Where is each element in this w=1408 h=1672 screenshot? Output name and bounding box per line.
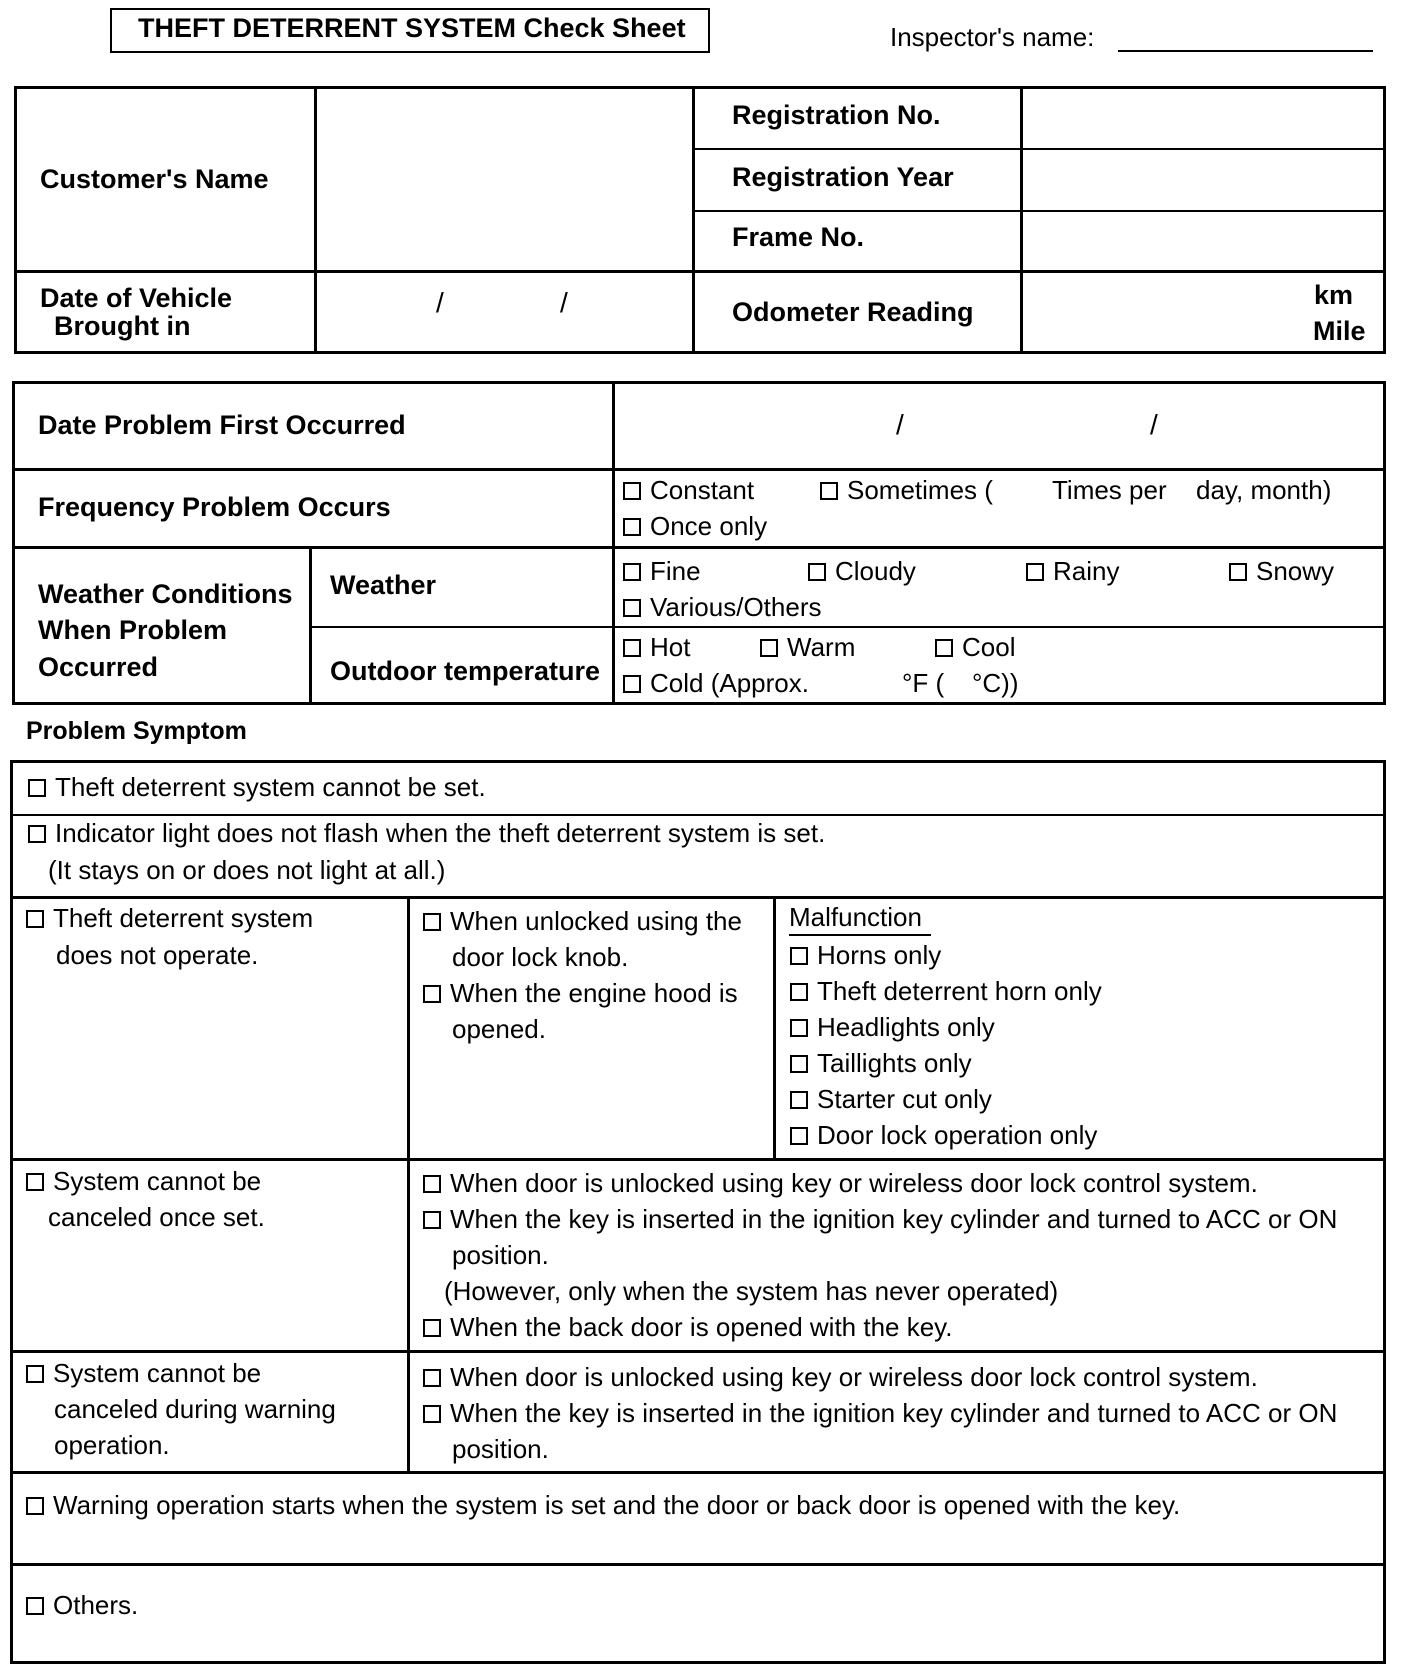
malfunction-door-lock-option[interactable]: Door lock operation only [790,1120,1097,1150]
checkbox[interactable] [26,1497,44,1515]
date-brought-label-2: Brought in [54,311,191,341]
temp-fahrenheit: °F ( [902,668,945,698]
frequency-day-month: day, month) [1196,475,1332,505]
checkbox[interactable] [1026,563,1044,581]
malfunction-headlights-option[interactable]: Headlights only [790,1012,995,1042]
frequency-sometimes-option[interactable]: Sometimes ( [820,475,993,505]
symptom-warning-starts-option[interactable]: Warning operation starts when the system is set and the door or back door is opened with the key. [26,1490,1180,1520]
odometer-label: Odometer Reading [732,297,974,327]
registration-no-label: Registration No. [732,100,941,130]
checkbox[interactable] [808,563,826,581]
weather-rainy-option[interactable]: Rainy [1026,556,1119,586]
checkbox[interactable] [935,639,953,657]
symptom-indicator-option[interactable]: Indicator light does not flash when the theft deterrent system is set. [28,818,825,848]
malfunction-taillights-option[interactable]: Taillights only [790,1048,972,1078]
unlocked-knob-line-2: door lock knob. [452,942,629,972]
date-separator: / [1150,409,1158,440]
date-first-occurred-label: Date Problem First Occurred [38,410,406,440]
checkbox[interactable] [623,639,641,657]
checkbox[interactable] [423,1319,441,1337]
checkbox[interactable] [820,482,838,500]
weather-various-option[interactable]: Various/Others [623,592,821,622]
temp-hot-option[interactable]: Hot [623,632,690,662]
engine-hood-option[interactable]: When the engine hood is [423,978,738,1008]
checkbox[interactable] [790,1055,808,1073]
symptom-cannot-cancel-line-2: canceled once set. [48,1202,265,1232]
customer-name-field[interactable] [322,100,686,262]
warning-key-option[interactable]: When the key is inserted in the ignition key cylinder and turned to ACC or ON [423,1398,1337,1428]
symptom-not-operate-option[interactable]: Theft deterrent system [26,903,313,933]
malfunction-underline [789,934,931,936]
malfunction-theft-horn-option[interactable]: Theft deterrent horn only [790,976,1102,1006]
checkbox[interactable] [790,947,808,965]
engine-hood-line-2: opened. [452,1014,546,1044]
unit-mile: Mile [1313,316,1366,346]
registration-no-field[interactable] [1030,94,1379,146]
checkbox[interactable] [423,1211,441,1229]
date-brought-label-1: Date of Vehicle [40,283,233,313]
registration-year-label: Registration Year [732,162,954,192]
frequency-label: Frequency Problem Occurs [38,492,391,522]
temperature-sub-label: Outdoor temperature [330,656,601,686]
date-first-occurred-field[interactable] [622,392,1381,462]
cancel-unlock-option[interactable]: When door is unlocked using key or wireless door lock control system. [423,1168,1258,1198]
frequency-constant-option[interactable]: Constant [623,475,754,505]
frame-no-field[interactable] [1030,218,1379,268]
checkbox[interactable] [26,910,44,928]
date-separator: / [436,287,444,318]
checkbox[interactable] [28,825,46,843]
registration-year-field[interactable] [1030,156,1379,208]
symptom-warning-cancel-option[interactable]: System cannot be [26,1358,261,1388]
checkbox[interactable] [26,1597,44,1615]
temp-cold-option[interactable]: Cold (Approx. [623,668,809,698]
checkbox[interactable] [790,983,808,1001]
date-separator: / [560,287,568,318]
cancel-key-option[interactable]: When the key is inserted in the ignition key cylinder and turned to ACC or ON [423,1204,1337,1234]
inspector-label: Inspector's name: [890,22,1095,52]
checkbox[interactable] [790,1127,808,1145]
checkbox[interactable] [423,1405,441,1423]
temp-celsius: °C)) [972,668,1019,698]
weather-sub-label: Weather [330,570,437,600]
inspector-name-field[interactable] [1120,18,1374,52]
weather-snowy-option[interactable]: Snowy [1229,556,1334,586]
frame-no-label: Frame No. [732,222,865,252]
checkbox[interactable] [790,1019,808,1037]
temp-cool-option[interactable]: Cool [935,632,1015,662]
checkbox[interactable] [423,913,441,931]
checkbox[interactable] [26,1173,44,1191]
checkbox[interactable] [423,985,441,1003]
inspector-underline [1118,50,1373,52]
customer-name-label: Customer's Name [40,164,269,194]
sheet-title: THEFT DETERRENT SYSTEM Check Sheet [138,13,686,43]
odometer-field[interactable] [1030,280,1294,348]
cancel-however-note: (However, only when the system has never operated) [444,1276,1059,1306]
unit-km: km [1314,280,1354,310]
symptom-cannot-cancel-option[interactable]: System cannot be [26,1166,261,1196]
weather-conditions-label-3: Occurred [38,652,159,682]
problem-symptom-heading: Problem Symptom [26,717,247,745]
symptom-others-option[interactable]: Others. [26,1590,138,1620]
symptom-cannot-set-option[interactable]: Theft deterrent system cannot be set. [28,772,486,802]
cancel-back-door-option[interactable]: When the back door is opened with the key. [423,1312,952,1342]
checkbox[interactable] [26,1365,44,1383]
checkbox[interactable] [623,482,641,500]
weather-conditions-label-2: When Problem [38,615,228,645]
checkbox[interactable] [1229,563,1247,581]
malfunction-heading: Malfunction [789,902,922,932]
checkbox[interactable] [623,563,641,581]
cancel-key-line-2: position. [452,1240,549,1270]
symptom-indicator-note: (It stays on or does not light at all.) [48,855,446,885]
checkbox[interactable] [790,1091,808,1109]
symptom-not-operate-line-2: does not operate. [56,940,259,970]
symptom-warning-cancel-line-3: operation. [54,1430,170,1460]
weather-conditions-label-1: Weather Conditions [38,579,293,609]
date-separator: / [896,409,904,440]
temp-warm-option[interactable]: Warm [760,632,855,662]
checkbox[interactable] [623,599,641,617]
weather-cloudy-option[interactable]: Cloudy [808,556,916,586]
checkbox[interactable] [28,779,46,797]
checkbox[interactable] [623,518,641,536]
warning-key-line-2: position. [452,1434,549,1464]
date-brought-field[interactable] [322,280,686,348]
checkbox[interactable] [423,1175,441,1193]
warning-unlock-option[interactable]: When door is unlocked using key or wireless door lock control system. [423,1362,1258,1392]
checkbox[interactable] [423,1369,441,1387]
malfunction-starter-cut-option[interactable]: Starter cut only [790,1084,992,1114]
frequency-times-per: Times per [1052,475,1167,505]
symptom-warning-cancel-line-2: canceled during warning [54,1394,336,1424]
malfunction-horns-option[interactable]: Horns only [790,940,941,970]
unlocked-knob-option[interactable]: When unlocked using the [423,906,742,936]
weather-fine-option[interactable]: Fine [623,556,701,586]
frequency-once-option[interactable]: Once only [623,511,767,541]
checkbox[interactable] [760,639,778,657]
checkbox[interactable] [623,675,641,693]
